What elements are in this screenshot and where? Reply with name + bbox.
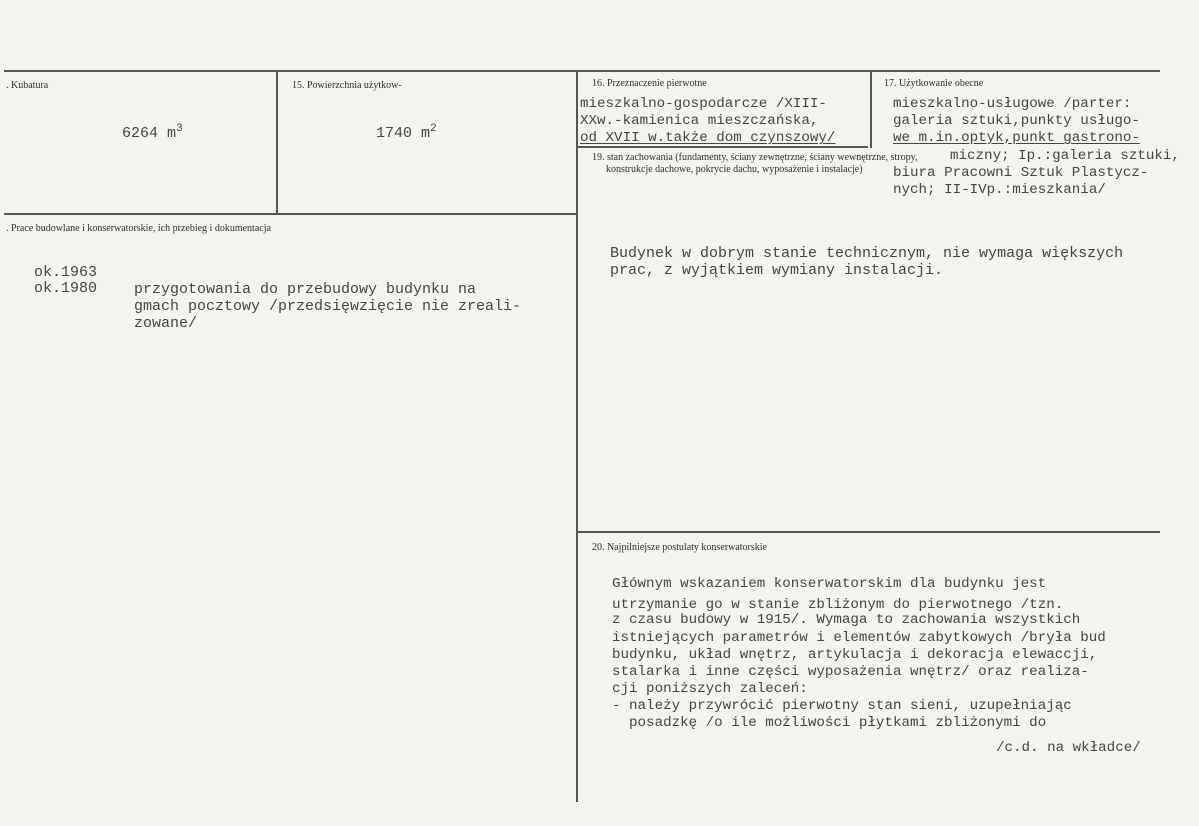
- uzytkowanie-label: 17. Użytkowanie obecne: [884, 78, 984, 89]
- postulaty-line: z czasu budowy w 1915/. Wymaga to zachowania wszystkich: [612, 612, 1081, 628]
- powierzchnia-label: 15. Powierzchnia użytkow-: [292, 80, 402, 91]
- prace-year: ok.1980: [34, 280, 98, 297]
- uzytkowanie-line: biura Pracowni Sztuk Plastycz-: [893, 165, 1149, 181]
- kubatura-unit: m: [167, 125, 177, 142]
- postulaty-line: posadzkę /o ile możliwości płytkami zbliżonymi do: [612, 715, 1047, 731]
- uzytkowanie-line: galeria sztuki,punkty usługo-: [893, 113, 1140, 129]
- prace-line: zowane/: [134, 315, 198, 332]
- przeznaczenie-line: od XVII w.także dom czynszowy/: [580, 130, 836, 146]
- stan-line: prac, z wyjątkiem wymiany instalacji.: [610, 262, 944, 279]
- kubatura-label: . Kubatura: [6, 80, 49, 91]
- przeznaczenie-line: mieszkalno-gospodarcze /XIII-: [580, 96, 827, 112]
- postulaty-continuation: /c.d. na wkładce/: [996, 740, 1141, 756]
- rule-row1-left: [4, 213, 576, 215]
- powierzchnia-unit: m: [421, 125, 431, 142]
- kubatura-number: 6264: [122, 125, 159, 142]
- postulaty-label: 20. Najpilniejsze postulaty konserwatorskie: [592, 542, 767, 553]
- postulaty-line: utrzymanie go w stanie zbliżonym do pierwotnego /tzn.: [612, 597, 1064, 613]
- postulaty-line: cji poniższych zaleceń:: [612, 681, 808, 697]
- uzytkowanie-line: mieszkalno-usługowe /parter:: [893, 96, 1132, 112]
- postulaty-line: Głównym wskazaniem konserwatorskim dla budynku jest: [612, 576, 1047, 592]
- powierzchnia-number: 1740: [376, 125, 413, 142]
- uzytkowanie-line: nych; II-IVp.:mieszkania/: [893, 182, 1106, 198]
- prace-year: ok.1963: [34, 264, 98, 281]
- postulaty-line: istniejących parametrów i elementów zabytkowych /bryła bud: [612, 630, 1106, 646]
- prace-line: przygotowania do przebudowy budynku na: [134, 281, 477, 298]
- kubatura-value: [86, 104, 183, 159]
- rule-col-15: [276, 70, 278, 214]
- postulaty-line: budynku, układ wnętrz, artykulacja i dekoracja elewaccji,: [612, 647, 1098, 663]
- stan-line: Budynek w dobrym stanie technicznym, nie wymaga większych: [610, 245, 1124, 262]
- powierzchnia-exponent: 2: [430, 123, 437, 135]
- stan-label: 19. stan zachowania (fundamenty, ściany zewnętrzne, ściany wewnętrzne, stropy,: [592, 152, 918, 163]
- przeznaczenie-label: 16. Przeznaczenie pierwotne: [592, 78, 707, 89]
- rule-col-17: [870, 70, 872, 148]
- postulaty-line: stalarka i inne części wyposażenia wnętrz/ oraz realiza-: [612, 664, 1089, 680]
- przeznaczenie-line: XXw.-kamienica mieszczańska,: [580, 113, 819, 129]
- stan-label-continued: konstrukcje dachowe, pokrycie dachu, wyposażenie i instalacje): [606, 164, 863, 175]
- kubatura-exponent: 3: [176, 123, 183, 135]
- rule-col-mid: [576, 70, 578, 802]
- uzytkowanie-line: we m.in.optyk,punkt gastrono-: [893, 130, 1140, 146]
- uzytkowanie-line: miczny; Ip.:galeria sztuki,: [950, 148, 1180, 164]
- postulaty-line: - należy przywrócić pierwotny stan sieni, uzupełniając: [612, 698, 1072, 714]
- rule-row20-top: [578, 531, 1160, 533]
- rule-top: [4, 70, 1160, 72]
- powierzchnia-value: [340, 104, 437, 159]
- prace-line: gmach pocztowy /przedsięwzięcie nie zreali-: [134, 298, 522, 315]
- prace-label: . Prace budowlane i konserwatorskie, ich przebieg i dokumentacja: [6, 223, 271, 234]
